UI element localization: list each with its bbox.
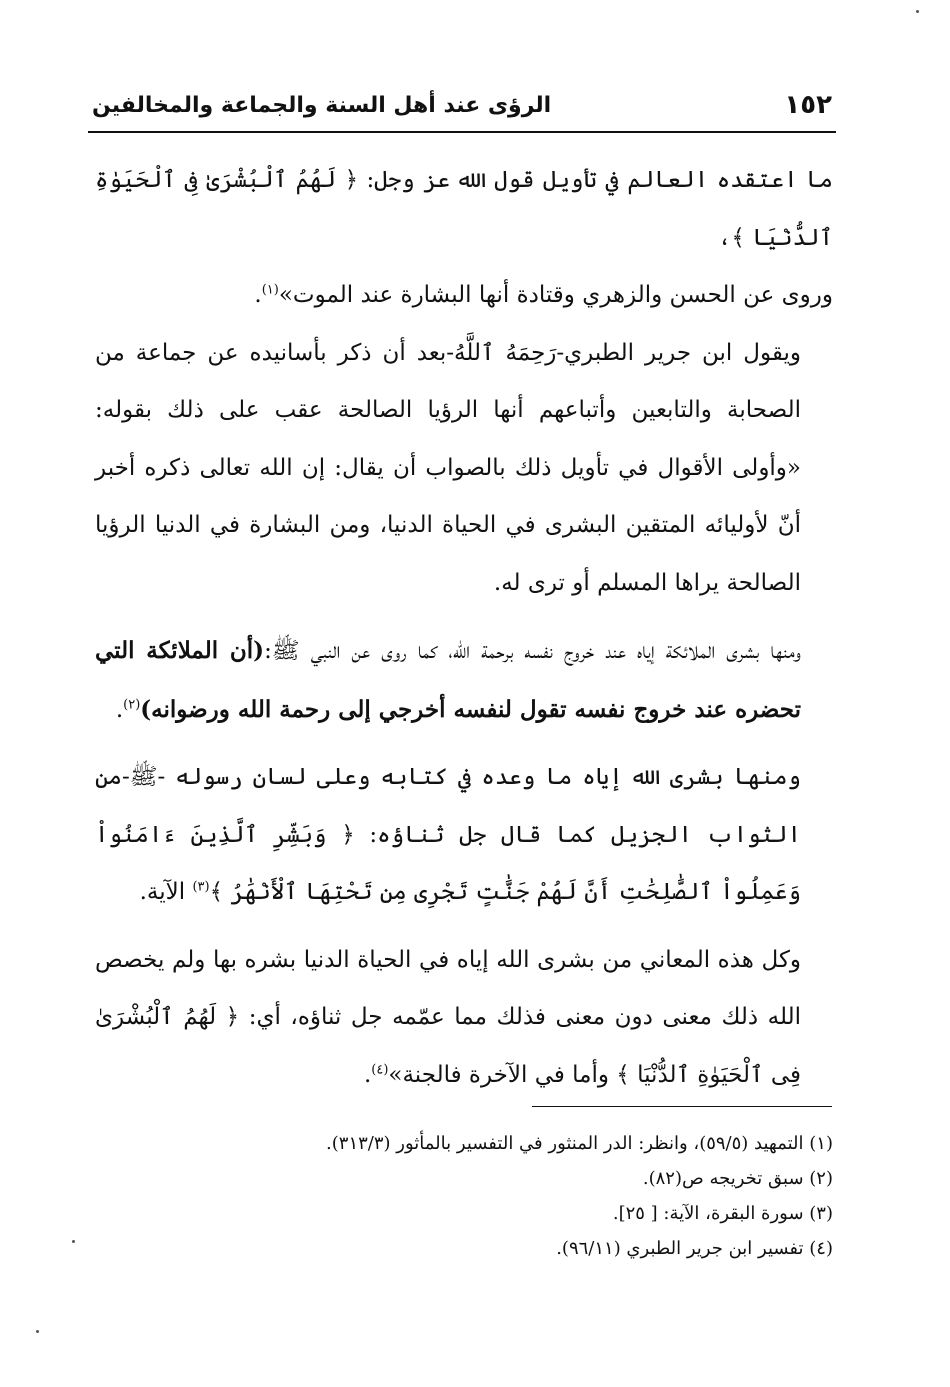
header-title: الرؤى عند أهل السنة والجماعة والمخالفين <box>92 92 552 118</box>
paragraph-1 <box>95 152 833 325</box>
footnote-ref-4: (٤) <box>371 1061 389 1077</box>
hadith-text: (أن الملائكة التي تحضره عند خروج نفسه تقول لنفسه أخرجي إلى رحمة الله ورضوانه) <box>95 637 801 723</box>
scan-speck <box>72 1240 75 1243</box>
p1-line2: وروى عن الحسن والزهري وقتادة أنها البشارة عند الموت» <box>278 282 833 308</box>
paragraph-5 <box>95 932 833 1105</box>
p4-text: ومنها بشرى الله إياه ما وعده في كتابه وعلى لسان رسوله -ﷺ-من الثواب الجزيل كما قال جل ثناؤه: ﴿ وَبَشِّرِ ٱلَّذِينَ ءَامَنُواْ وَعَمِلُواْ ٱلصَّٰلِحَٰتِ أَنَّ لَهُمْ جَنَّٰتٍ تَجْرِى مِن تَحْتِهَا ٱلْأَنْهَٰرُ ﴾ <box>95 764 801 905</box>
p1-end: . <box>254 282 262 308</box>
footnote-ref-3: (٣) <box>192 879 210 895</box>
footnote-ref-1: (١) <box>261 282 279 298</box>
footnotes <box>95 1126 833 1266</box>
footnote-2: (٢) سبق تخريجه ص(٨٢). <box>642 1168 833 1189</box>
scan-speck <box>36 1330 39 1333</box>
footnote-1: (١) التمهيد (٥٩/٥)، وانظر: الدر المنثور في التفسير بالمأثور (٣١٣/٣). <box>326 1133 833 1154</box>
p5-text: وكل هذه المعاني من بشرى الله إياه في الحياة الدنيا بشره بها ولم يخصص الله ذلك معنى دون معنى فذلك مما عمّمه جل ثناؤه، أي: ﴿ لَهُمُ ٱلْبُشْرَىٰ فِى ٱلْحَيَوٰةِ ٱلدُّنْيَا ﴾ وأما في الآخرة فالجنة» <box>95 946 801 1088</box>
p3-intro: ومنها بشرى الملائكة إياه عند خروج نفسه برحمة الله، كما روى عن النبي ﷺ: <box>264 638 801 664</box>
paragraph-4 <box>95 749 833 922</box>
scan-speck <box>916 10 919 13</box>
p1-line1: ما اعتقده العالم في تأويل قول الله عز وجل: ﴿ لَهُمُ ٱلْبُشْرَىٰ فِى ٱلْحَيَوٰةِ ٱلدُّنْيَا ﴾، <box>95 167 833 251</box>
header-rule <box>88 131 836 133</box>
footnote-3: (٣) سورة البقرة، الآية: [ ٢٥]. <box>612 1203 833 1224</box>
footnote-separator <box>532 1106 832 1107</box>
running-header <box>92 88 832 122</box>
page-number: ١٥٢ <box>784 90 832 120</box>
footnote-4: (٤) تفسير ابن جرير الطبري (٩٦/١١). <box>556 1238 833 1259</box>
p3-end: . <box>115 696 124 723</box>
p4-end: الآية. <box>139 879 193 905</box>
main-text <box>95 152 833 1104</box>
p5-end: . <box>363 1061 372 1088</box>
paragraph-2: ويقول ابن جرير الطبري-رَحِمَهُ ٱللَّهُ-بعد أن ذكر بأسانيده عن جماعة من الصحابة والتابعين وأتباعهم أنها الرؤيا الصالحة عقب على ذلك بقوله: «وأولى الأقوال في تأويل ذلك بالصواب أن يقال: إن الله تعالى ذكره أخبر أنّ لأوليائه المتقين البشرى في الحياة الدنيا، ومن البشارة في الدنيا الرؤيا الصالحة يراها المسلم أو ترى له. <box>95 339 801 596</box>
paragraph-3 <box>95 622 833 739</box>
footnote-ref-2: (٢) <box>123 696 141 712</box>
